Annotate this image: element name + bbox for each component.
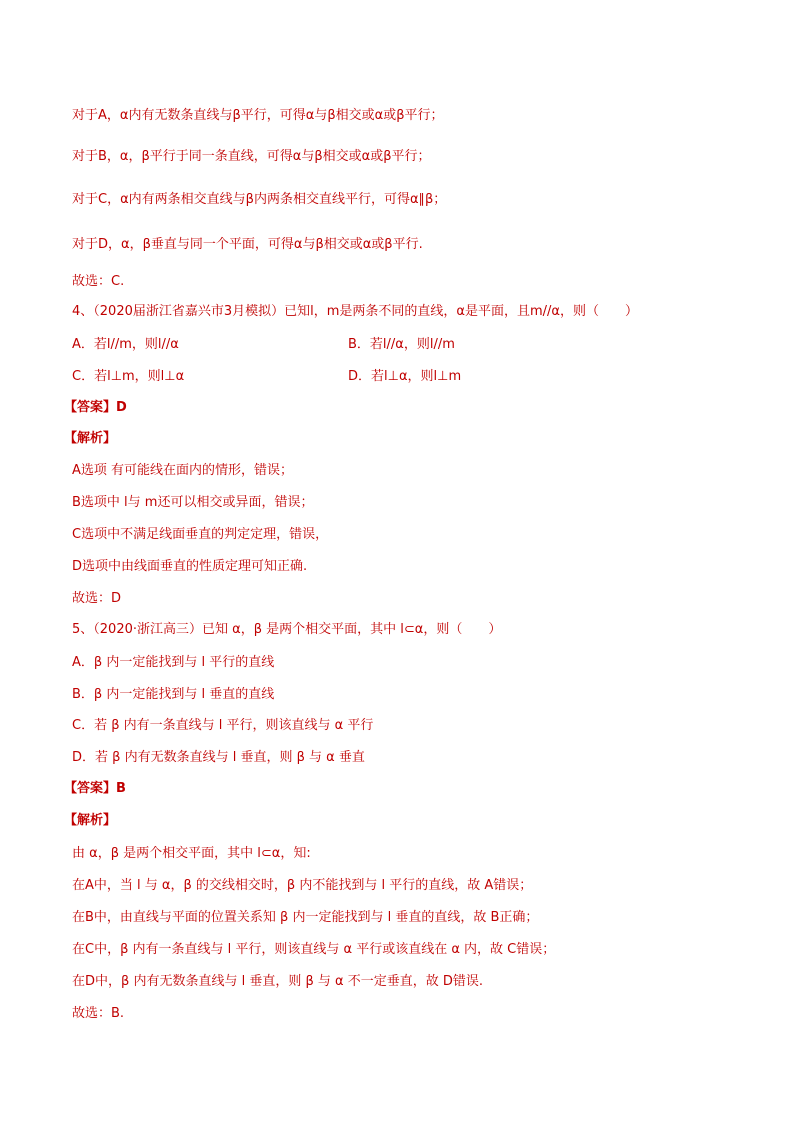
question-5-option-d: D．若 β 内有无数条直线与 l 垂直，则 β 与 α 垂直	[72, 750, 365, 765]
question-5-option-a: A．β 内一定能找到与 l 平行的直线	[72, 655, 275, 670]
question-5-answer: 【答案】B	[64, 781, 126, 796]
solution-line-a: 对于A，α内有无数条直线与β平行，可得α与β相交或α或β平行；	[72, 108, 444, 123]
question-5-analysis-c: 在C中，β 内有一条直线与 l 平行，则该直线与 α 平行或该直线在 α 内，故 C错误；	[72, 942, 556, 957]
question-4-option-d: D．若l⊥α，则l⊥m	[348, 369, 462, 384]
question-5-analysis-d: 在D中，β 内有无数条直线与 l 垂直，则 β 与 α 不一定垂直，故 D错误.	[72, 974, 483, 989]
question-5-stem: 5、（2020·浙江高三）已知 α，β 是两个相交平面，其中 l⊂α，则（ ）	[72, 622, 502, 637]
question-5-analysis-a: 在A中，当 l 与 α，β 的交线相交时，β 内不能找到与 l 平行的直线，故 A错误；	[72, 878, 533, 893]
question-5-option-b: B．β 内一定能找到与 l 垂直的直线	[72, 687, 275, 702]
question-4-analysis-title: 【解析】	[64, 431, 117, 446]
question-4-analysis-c: C选项中不满足线面垂直的判定定理，错误，	[72, 527, 329, 542]
solution-line-d: 对于D，α，β垂直与同一个平面，可得α与β相交或α或β平行.	[72, 237, 423, 252]
solution-line-c: 对于C，α内有两条相交直线与β内两条相交直线平行，可得α∥β；	[72, 192, 447, 207]
question-4-analysis-d: D选项中由线面垂直的性质定理可知正确.	[72, 559, 308, 574]
question-4-choice: 故选：D	[72, 591, 122, 606]
question-5-choice: 故选：B.	[72, 1006, 125, 1021]
question-4-option-b: B．若l//α，则l//m	[348, 337, 455, 352]
question-4-stem: 4、（2020届浙江省嘉兴市3月模拟）已知l，m是两条不同的直线，α是平面，且m//α，则（ ）	[72, 304, 638, 319]
question-4-option-a: A．若l//m，则l//α	[72, 337, 179, 352]
question-4-analysis-a: A选项 有可能线在面内的情形，错误；	[72, 463, 294, 478]
question-5-analysis-intro: 由 α，β 是两个相交平面，其中 l⊂α，知:	[72, 846, 311, 861]
question-5-analysis-title: 【解析】	[64, 813, 117, 828]
solution-choice: 故选：C.	[72, 274, 125, 289]
question-5-option-c: C．若 β 内有一条直线与 l 平行，则该直线与 α 平行	[72, 718, 374, 733]
question-4-analysis-b: B选项中 l与 m还可以相交或异面，错误；	[72, 495, 314, 510]
question-5-analysis-b: 在B中，由直线与平面的位置关系知 β 内一定能找到与 l 垂直的直线，故 B正确；	[72, 910, 539, 925]
question-4-option-c: C．若l⊥m，则l⊥α	[72, 369, 185, 384]
solution-line-b: 对于B，α，β平行于同一条直线，可得α与β相交或α或β平行；	[72, 149, 431, 164]
question-4-answer: 【答案】D	[64, 400, 127, 415]
